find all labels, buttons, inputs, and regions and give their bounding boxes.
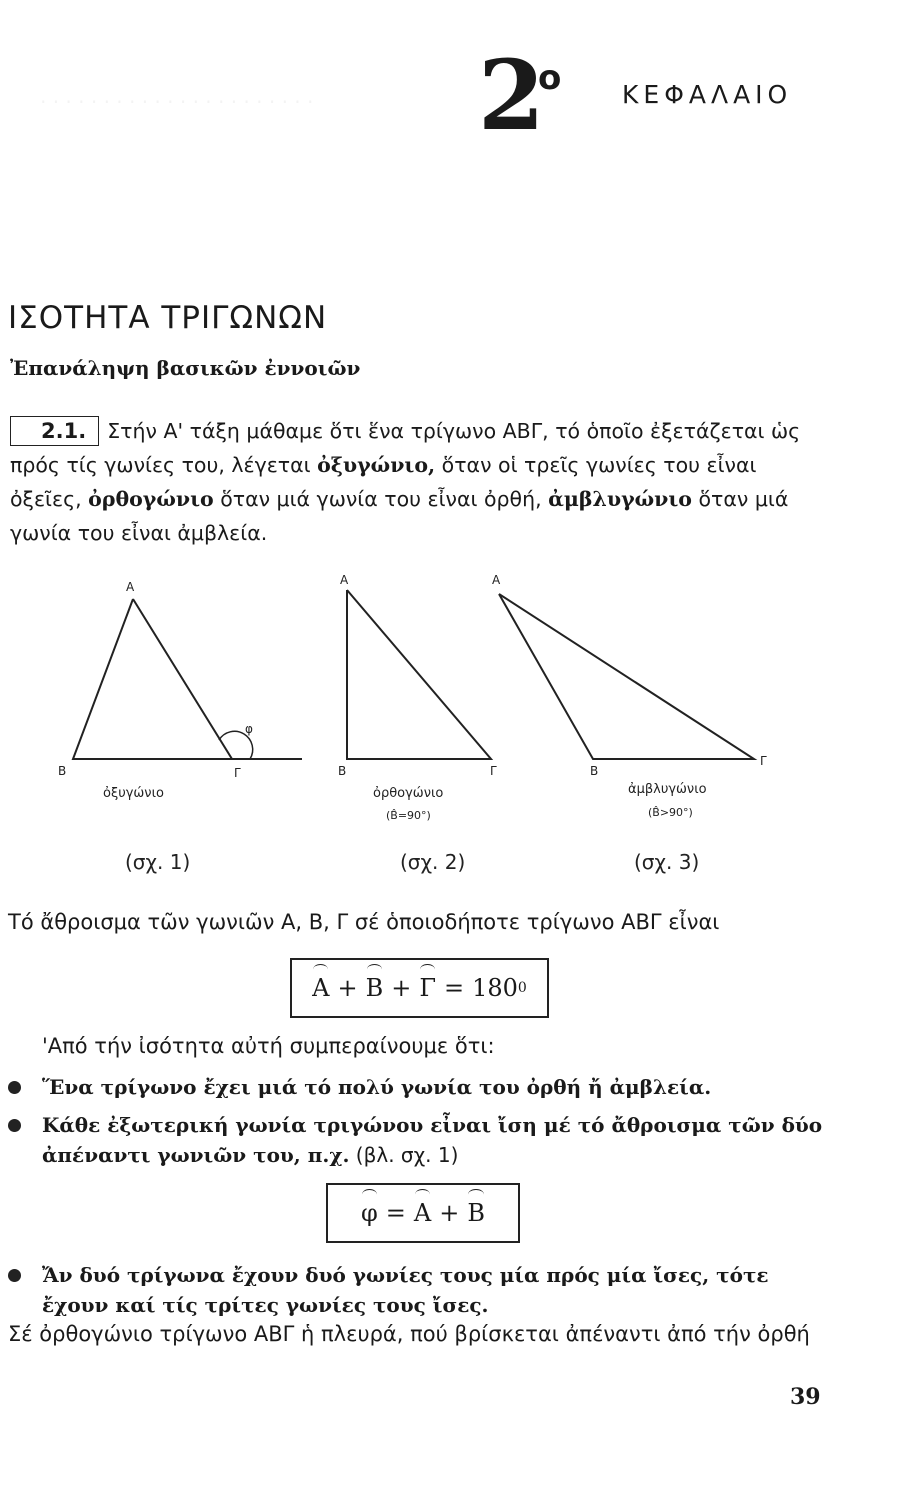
angle-B: Β xyxy=(365,974,384,1002)
label-A-1: Α xyxy=(126,580,135,594)
figure-name-1: ὀξυγώνιο xyxy=(103,786,164,801)
figure-name-3: ἀμβλυγώνιο xyxy=(628,782,707,797)
term-acute: ὀξυγώνιο, xyxy=(317,453,436,477)
angle-sum-sentence: Τό ἄθροισμα τῶν γωνιῶν Α, Β, Γ σέ ὁποιοδήποτε τρίγωνο ΑΒΓ εἶναι xyxy=(8,910,720,934)
angle-A: Α xyxy=(413,1199,432,1227)
label-B-2: Β xyxy=(338,764,347,778)
equals-sign: = xyxy=(444,974,465,1002)
figure-caption-2: (σχ. 2) xyxy=(400,850,466,874)
chapter-number: 2 xyxy=(478,39,543,152)
figure-cond-2: (B̂=90°) xyxy=(386,809,431,822)
triangle-acute xyxy=(73,599,232,759)
bullet-dot xyxy=(8,1081,21,1094)
equals-sign: = xyxy=(385,1199,406,1227)
chapter-label: ΚΕΦΑΛΑΙΟ xyxy=(622,80,793,109)
section-title: ΙΣΟΤΗΤΑ ΤΡΙΓΩΝΩΝ xyxy=(8,300,328,336)
bullet-1 xyxy=(42,1072,832,1102)
bullet-dot xyxy=(8,1269,21,1282)
label-A-2: Α xyxy=(340,573,349,587)
angle-B: Β xyxy=(467,1199,485,1227)
bleed-through xyxy=(40,90,313,114)
subtitle: Ἐπανάληψη βασικῶν ἐννοιῶν xyxy=(10,356,361,380)
para-text-3: ὅταν μιά γωνία του εἶναι ὀρθή, xyxy=(213,487,549,511)
triangles-figure xyxy=(0,565,917,885)
label-G-2: Γ xyxy=(490,764,497,778)
bullet-3 xyxy=(42,1260,832,1320)
para-text-2: ὅταν οἱ τρεῖς γωνίες του εἶναι ὀξεῖες, xyxy=(10,453,757,511)
bullet-1-text: Ἕνα τρίγωνο ἔχει μιά τό πολύ γωνία του ὀρθή ἤ ἀμβλεία. xyxy=(42,1075,712,1099)
para-text-1: Στήν Α' τάξη μάθαμε ὅτι ἕνα τρίγωνο ΑΒΓ, τό ὁποῖο ἐξετάζεται ὡς πρός τίς γωνίες του, λέγεται xyxy=(10,419,801,477)
bullet-dot xyxy=(8,1119,21,1132)
bullet-2 xyxy=(42,1110,832,1170)
section-number-box: 2.1. xyxy=(10,416,99,446)
chapter-number-suffix: ο xyxy=(538,58,562,98)
figure-caption-1: (σχ. 1) xyxy=(125,850,191,874)
bullet-3-text: Ἄν δυό τρίγωνα ἔχουν δυό γωνίες τους μία πρός μία ἴσες, τότε ἔχουν καί τίς τρίτες γωνίες τους ἴσες. xyxy=(42,1263,769,1317)
figure-cond-3: (B̂>90°) xyxy=(648,806,693,819)
label-A-3: Α xyxy=(492,573,501,587)
angle-phi: φ xyxy=(360,1199,378,1227)
last-line: Σέ ὀρθογώνιο τρίγωνο ΑΒΓ ἡ πλευρά, πού βρίσκεται ἀπέναντι ἀπό τήν ὀρθή xyxy=(8,1322,810,1346)
page-number: 39 xyxy=(790,1384,821,1410)
plus-sign: + xyxy=(391,974,412,1002)
triangle-right xyxy=(347,590,491,759)
exterior-angle-formula xyxy=(326,1183,520,1243)
label-B-3: Β xyxy=(590,764,599,778)
figure-name-2: ὀρθογώνιο xyxy=(373,786,444,801)
sum-value: 180 xyxy=(472,974,518,1002)
conclusion-intro: 'Από τήν ἰσότητα αὐτή συμπεραίνουμε ὅτι: xyxy=(42,1034,495,1058)
plus-sign: + xyxy=(439,1199,460,1227)
term-obtuse: ἀμβλυγώνιο xyxy=(548,487,692,511)
degree-sup: 0 xyxy=(517,980,527,996)
angle-A: Α xyxy=(312,974,330,1002)
paragraph-2-1 xyxy=(10,414,822,550)
label-phi-1: φ xyxy=(245,722,253,736)
label-G-1: Γ xyxy=(234,766,241,780)
bullet-2-text: Κάθε ἐξωτερική γωνία τριγώνου εἶναι ἴση μέ τό ἄθροισμα τῶν δύο ἀπέναντι γωνιῶν του, π.χ. xyxy=(42,1113,823,1167)
angle-G: Γ xyxy=(419,974,436,1002)
para-text-4: ὅταν μιά γωνία του εἶναι ἀμβλεία. xyxy=(10,487,789,545)
plus-sign: + xyxy=(337,974,358,1002)
label-B-1: Β xyxy=(58,764,67,778)
term-right: ὀρθογώνιο xyxy=(88,487,214,511)
angle-sum-formula xyxy=(290,958,549,1018)
figure-caption-3: (σχ. 3) xyxy=(634,850,700,874)
triangle-obtuse xyxy=(499,594,754,759)
bullet-2-ref: (βλ. σχ. 1) xyxy=(349,1143,459,1167)
label-G-3: Γ xyxy=(760,754,767,768)
